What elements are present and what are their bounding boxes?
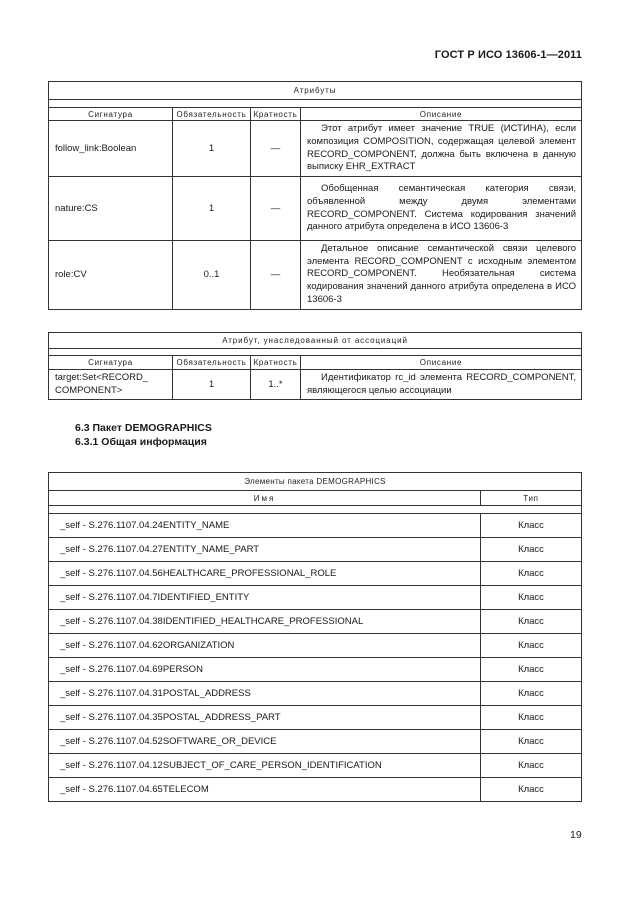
table-row <box>49 514 582 538</box>
column-header-description: Описание <box>301 108 582 121</box>
column-header-signature: Сигнатура <box>49 108 173 121</box>
table-caption: Атрибут, унаследованный от ассоциаций <box>49 333 582 349</box>
signature-cell: target:Set<RECORD_ COMPONENT> <box>49 370 173 400</box>
column-header-name: Имя <box>49 491 481 506</box>
table-row <box>49 658 582 682</box>
column-header-multiplicity: Кратность <box>251 108 301 121</box>
multiplicity-cell: — <box>251 121 301 177</box>
element-name-cell: _self - S.276.1107.04.38IDENTIFIED_HEALTHCARE_PROFESSIONAL <box>49 610 481 634</box>
element-type-cell: Класс <box>481 562 582 586</box>
table-row <box>49 370 582 400</box>
element-name-cell: _self - S.276.1107.04.12SUBJECT_OF_CARE_PERSON_IDENTIFICATION <box>49 754 481 778</box>
mandatory-cell: 1 <box>173 370 251 400</box>
element-type-cell: Класс <box>481 754 582 778</box>
element-type-cell: Класс <box>481 514 582 538</box>
signature-cell: follow_link:Boolean <box>49 121 173 177</box>
description-text: Детальное описание семантической связи целевого элемента RECORD_COMPONENT с исходным элементом RECORD_COMPONENT. Необязательная система кодирования значений данного атрибута определена в ИСО 13606-3 <box>307 243 577 305</box>
column-header-mandatory: Обязательность <box>173 356 251 370</box>
table-row <box>49 121 582 177</box>
description-text: Этот атрибут имеет значение TRUE (ИСТИНА), если композиция COMPOSITION, содержащая целевой элемент RECORD_COMPONENT, должна быть включена в данную выписку EHR_EXTRACT <box>307 123 577 173</box>
element-name-cell: _self - S.276.1107.04.24ENTITY_NAME <box>49 514 481 538</box>
element-name-cell: _self - S.276.1107.04.52SOFTWARE_OR_DEVICE <box>49 730 481 754</box>
table-row <box>49 706 582 730</box>
signature-cell: nature:CS <box>49 177 173 241</box>
element-name-cell: _self - S.276.1107.04.56HEALTHCARE_PROFESSIONAL_ROLE <box>49 562 481 586</box>
table-row <box>49 778 582 802</box>
table-row <box>49 562 582 586</box>
column-header-signature: Сигнатура <box>49 356 173 370</box>
description-text: Идентификатор rc_id элемента RECORD_COMPONENT, являющегося целью ассоциации <box>307 372 577 396</box>
description-cell <box>301 370 582 400</box>
element-name-cell: _self - S.276.1107.04.7IDENTIFIED_ENTITY <box>49 586 481 610</box>
table-row <box>49 241 582 310</box>
table-caption: Атрибуты <box>49 82 582 100</box>
table-row <box>49 177 582 241</box>
table-row <box>49 754 582 778</box>
page-number: 19 <box>570 829 582 841</box>
description-cell <box>301 177 582 241</box>
element-name-cell: _self - S.276.1107.04.69PERSON <box>49 658 481 682</box>
description-cell <box>301 241 582 310</box>
element-name-cell: _self - S.276.1107.04.27ENTITY_NAME_PART <box>49 538 481 562</box>
document-header: ГОСТ Р ИСО 13606-1—2011 <box>434 49 582 61</box>
multiplicity-cell: — <box>251 241 301 310</box>
section-heading: 6.3 Пакет DEMOGRAPHICS <box>75 422 212 434</box>
table-row <box>49 730 582 754</box>
element-name-cell: _self - S.276.1107.04.65TELECOM <box>49 778 481 802</box>
element-type-cell: Класс <box>481 778 582 802</box>
signature-cell: role:CV <box>49 241 173 310</box>
element-type-cell: Класс <box>481 682 582 706</box>
mandatory-cell: 1 <box>173 121 251 177</box>
mandatory-cell: 1 <box>173 177 251 241</box>
description-cell <box>301 121 582 177</box>
column-header-description: Описание <box>301 356 582 370</box>
element-type-cell: Класс <box>481 706 582 730</box>
element-type-cell: Класс <box>481 730 582 754</box>
element-name-cell: _self - S.276.1107.04.31POSTAL_ADDRESS <box>49 682 481 706</box>
description-text: Обобщенная семантическая категория связи, объявленной между двумя элементами RECORD_COMPONENT. Система кодирования значений данного атрибута определена в ИСО 13606-3 <box>307 183 577 233</box>
table-row <box>49 682 582 706</box>
column-header-mandatory: Обязательность <box>173 108 251 121</box>
table-row <box>49 538 582 562</box>
multiplicity-cell: — <box>251 177 301 241</box>
table-row <box>49 634 582 658</box>
column-header-multiplicity: Кратность <box>251 356 301 370</box>
element-type-cell: Класс <box>481 658 582 682</box>
element-type-cell: Класс <box>481 610 582 634</box>
subsection-heading: 6.3.1 Общая информация <box>75 436 207 448</box>
element-type-cell: Класс <box>481 538 582 562</box>
element-type-cell: Класс <box>481 634 582 658</box>
inherited-attributes-table <box>48 332 582 400</box>
element-type-cell: Класс <box>481 586 582 610</box>
mandatory-cell: 0..1 <box>173 241 251 310</box>
column-header-type: Тип <box>481 491 582 506</box>
table-row <box>49 610 582 634</box>
table-caption: Элементы пакета DEMOGRAPHICS <box>49 473 582 491</box>
element-name-cell: _self - S.276.1107.04.35POSTAL_ADDRESS_PART <box>49 706 481 730</box>
demographics-elements-table <box>48 472 582 802</box>
multiplicity-cell: 1..* <box>251 370 301 400</box>
element-name-cell: _self - S.276.1107.04.62ORGANIZATION <box>49 634 481 658</box>
table-row <box>49 586 582 610</box>
attributes-table <box>48 81 582 310</box>
